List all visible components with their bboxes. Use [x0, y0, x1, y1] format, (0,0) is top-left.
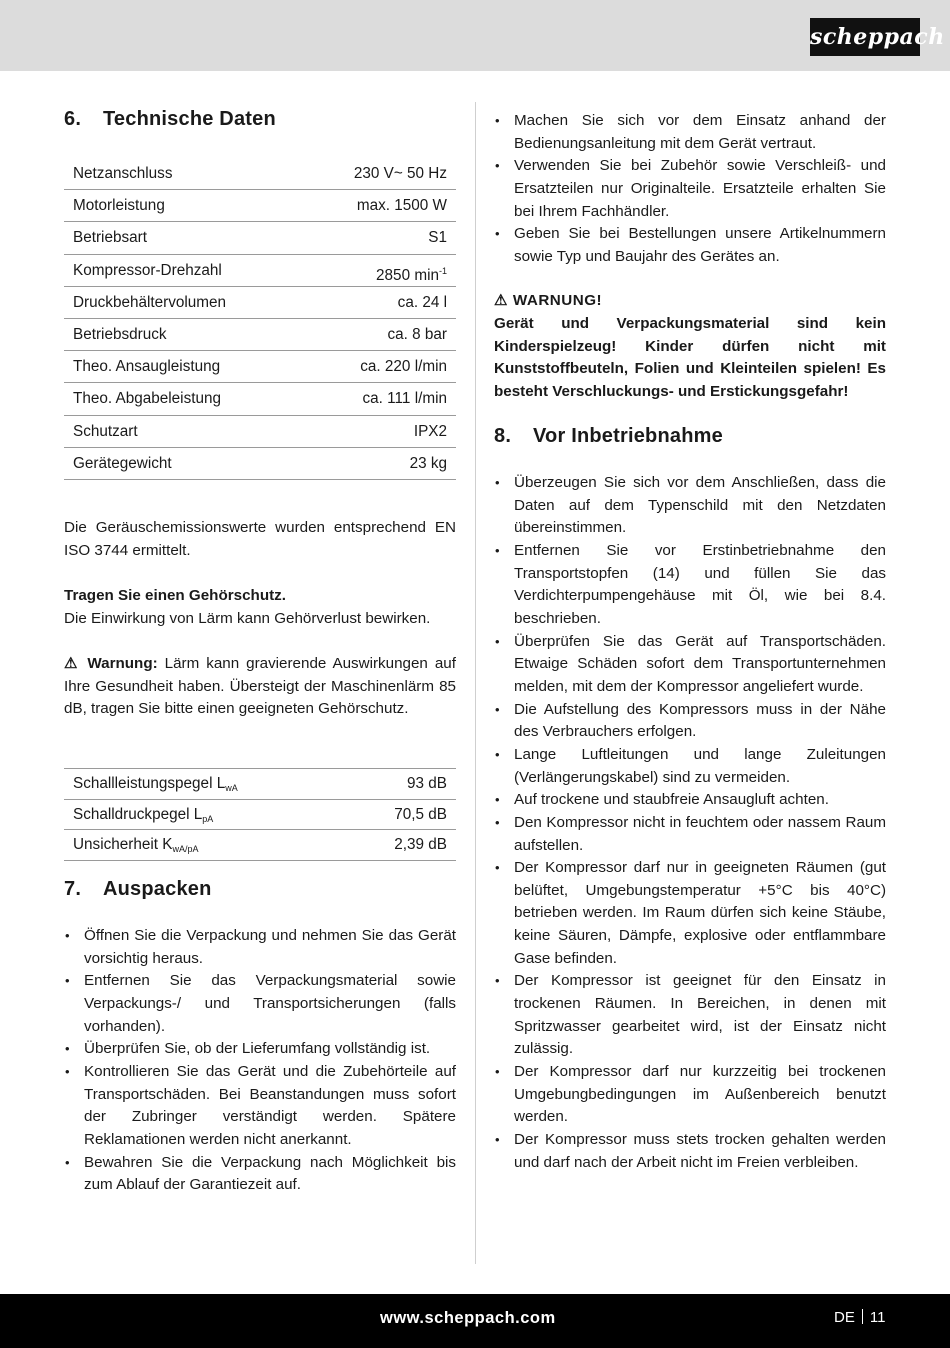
- hearing-protection-heading: Tragen Sie einen Gehörschutz.: [64, 587, 286, 604]
- noise-label: [73, 800, 213, 830]
- noise-row: [64, 769, 456, 800]
- hearing-protection-text: Die Einwirkung von Lärm kann Gehörverlust bewirken.: [64, 609, 431, 627]
- noise-label-subscript: wA/pA: [172, 844, 199, 854]
- spec-value-text: 2850 min: [376, 266, 439, 284]
- noise-value: 70,5 dB: [394, 805, 447, 823]
- section-8-heading: [494, 425, 723, 448]
- noise-value: 2,39 dB: [394, 836, 447, 853]
- header-bar: [0, 0, 950, 71]
- spec-value-text: max. 1500 W: [356, 197, 447, 215]
- before-operation-list-item: • Der Kompressor ist geeignet für den Einsatz in trockenen Räumen. In Bereichen, in denen mit Spritzwasser gearbeitet wird, ist der Einsatz nicht zulässig.: [494, 970, 886, 1061]
- spec-value-text: ca. 24 l: [397, 293, 447, 311]
- spec-value-text: IPX2: [413, 422, 447, 440]
- spec-value: [354, 158, 447, 189]
- section-7-number: 7.: [64, 878, 82, 900]
- before-operation-list-item: • Überzeugen Sie sich vor dem Anschließen, dass die Daten auf dem Typenschild mit den Netzdaten übereinstimmen.: [494, 472, 886, 540]
- unpacking-list-item: • Kontrollieren Sie das Gerät und die Zubehörteile auf Transportschäden. Bei Beanstandungen muss sofort der Zubringer verständigt werden. Spätere Reklamationen werden nicht anerkannt.: [64, 1061, 456, 1152]
- spec-row: [64, 287, 456, 319]
- noise-label-text: Schallleistungspegel L: [73, 775, 226, 792]
- intro-list-item: • Machen Sie sich vor dem Einsatz anhand der Bedienungsanleitung mit dem Gerät vertraut.: [494, 110, 886, 155]
- section-8-title: Vor Inbetriebnahme: [533, 425, 723, 447]
- hearing-protection-block: [64, 585, 456, 630]
- before-operation-list-item: • Den Kompressor nicht in feuchtem oder nassem Raum aufstellen.: [494, 812, 886, 857]
- noise-label-subscript: pA: [202, 813, 214, 824]
- spec-row: [64, 319, 456, 351]
- spec-label: Druckbehältervolumen: [73, 293, 227, 311]
- spec-value: [357, 190, 447, 221]
- spec-label: Theo. Abgabeleistung: [73, 390, 221, 408]
- noise-label-subscript: wA: [225, 783, 238, 793]
- before-operation-list-item: • Lange Luftleitungen und lange Zuleitungen (Verlängerungskabel) sind zu vermeiden.: [494, 744, 886, 789]
- spec-row: [64, 222, 456, 254]
- before-operation-list-item: • Entfernen Sie vor Erstinbetriebnahme den Transportstopfen (14) und füllen Sie das Verdichterpumpengehäuse mit Öl, wie bei 8.4. beschrieben.: [494, 540, 886, 631]
- before-operation-list: [494, 472, 886, 1174]
- before-operation-list-item: • Auf trockene und staubfreie Ansaugluft achten.: [494, 789, 886, 812]
- spec-label: Theo. Ansaugleistung: [73, 358, 221, 376]
- spec-row: [64, 383, 456, 415]
- unpacking-list-item: • Bewahren Sie die Verpackung nach Möglichkeit bis zum Ablauf der Garantiezeit auf.: [64, 1152, 456, 1197]
- before-operation-list-item: • Die Aufstellung des Kompressors muss in der Nähe des Verbrauchers erfolgen.: [494, 699, 886, 744]
- child-safety-warning: Gerät und Verpackungsmaterial sind kein Kinderspielzeug! Kinder dürfen nicht mit Kunststoffbeuteln, Folien und Kleinteilen spielen! Es besteht Verschluckungs- und Erstickungsgefahr!: [494, 315, 886, 400]
- spec-value: [376, 255, 447, 286]
- before-operation-list-item: • Der Kompressor muss stets trocken gehalten werden und darf nach der Arbeit nicht im Freien verbleiben.: [494, 1129, 886, 1174]
- spec-label: Gerätegewicht: [73, 454, 172, 472]
- noise-label: [73, 769, 238, 799]
- section-6-heading: [64, 108, 276, 131]
- section-7-title: Auspacken: [103, 878, 212, 900]
- spec-label: Kompressor-Drehzahl: [73, 261, 222, 279]
- warning-heading: [494, 290, 886, 313]
- spec-value: [360, 351, 447, 382]
- spec-row: [64, 448, 456, 480]
- technical-data-table: [64, 158, 456, 480]
- spec-label: Betriebsart: [73, 229, 147, 247]
- warning-text: Lärm kann gravierende Auswirkungen auf Ihre Gesundheit haben. Übersteigt der Maschinenlärm 85 dB, tragen Sie bitte einen geeigneten Gehörschutz.: [64, 655, 456, 718]
- spec-value-text: ca. 220 l/min: [360, 358, 447, 376]
- scheppach-logo: scheppach: [810, 18, 920, 56]
- before-operation-list-item: • Der Kompressor darf nur in geeigneten Räumen (gut belüftet, Umgebungstemperatur +5°C bis 40°C) betrieben werden. Im Raum dürfen sich keine Stäube, keine Säuren, Dämpfe, explosive oder entflammbare Gase befinden.: [494, 857, 886, 970]
- unpacking-list: [64, 925, 456, 1197]
- spec-value-text: 23 kg: [409, 454, 447, 472]
- spec-value: [363, 383, 447, 414]
- unpacking-list-item: • Öffnen Sie die Verpackung und nehmen Sie das Gerät vorsichtig heraus.: [64, 925, 456, 970]
- noise-warning: [64, 653, 456, 721]
- spec-row: [64, 255, 456, 287]
- footer-bar: [0, 1294, 950, 1348]
- spec-value-text: 230 V~ 50 Hz: [353, 165, 447, 182]
- intro-list-item: • Geben Sie bei Bestellungen unsere Artikelnummern sowie Typ und Baujahr des Gerätes an.: [494, 223, 886, 268]
- warning-label: Warnung:: [87, 655, 158, 672]
- language-code: DE: [834, 1309, 855, 1326]
- spec-value-text: S1: [428, 229, 447, 247]
- noise-row: [64, 830, 456, 861]
- unpacking-list-item: • Entfernen Sie das Verpackungsmaterial sowie Verpackungs-/ und Transportsicherungen (falls vorhanden).: [64, 970, 456, 1038]
- website-link[interactable]: www.scheppach.com: [380, 1309, 556, 1327]
- spec-value: [387, 319, 447, 350]
- intro-list-item: • Verwenden Sie bei Zubehör sowie Verschleiß- und Ersatzteilen nur Originalteile. Ersatzteile erhalten Sie bei Ihrem Fachhändler.: [494, 155, 886, 223]
- spec-row: [64, 416, 456, 448]
- spec-value: [410, 448, 447, 479]
- noise-note: Die Geräuschemissionswerte wurden entsprechend EN ISO 3744 ermittelt.: [64, 519, 456, 559]
- noise-label-text: Schalldruckpegel L: [73, 805, 203, 823]
- page-separator: [862, 1309, 863, 1324]
- before-operation-list-item: • Der Kompressor darf nur kurzzeitig bei trockenen Umgebungbedingungen im Außenbereich benutzt werden.: [494, 1061, 886, 1129]
- warning-triangle-icon: ⚠: [494, 292, 509, 309]
- noise-label-text: Unsicherheit K: [73, 836, 173, 853]
- noise-label: [73, 830, 199, 860]
- spec-label: Netzanschluss: [73, 165, 173, 182]
- spec-label: Schutzart: [73, 422, 138, 440]
- spec-value-superscript: -1: [438, 265, 447, 276]
- unpacking-list-item: • Überprüfen Sie, ob der Lieferumfang vollständig ist.: [64, 1038, 456, 1061]
- page-number-value: 11: [869, 1309, 886, 1326]
- section-8-number: 8.: [494, 425, 512, 447]
- spec-value: [398, 287, 447, 318]
- section-6-number: 6.: [64, 108, 82, 130]
- page-number: [834, 1309, 885, 1326]
- spec-label: Motorleistung: [73, 197, 165, 215]
- noise-values-table: [64, 768, 456, 861]
- section-6-title: Technische Daten: [103, 108, 276, 130]
- spec-row: [64, 351, 456, 383]
- warning-icon: ⚠: [64, 655, 81, 672]
- warning-heading-text: WARNUNG!: [512, 292, 603, 309]
- intro-list: [494, 110, 886, 269]
- spec-value-text: ca. 111 l/min: [362, 390, 447, 408]
- spec-value: [414, 416, 447, 447]
- column-divider: [475, 102, 476, 1264]
- noise-value: 93 dB: [407, 775, 447, 792]
- spec-value: [428, 222, 447, 253]
- noise-row: [64, 800, 456, 831]
- before-operation-list-item: • Überprüfen Sie das Gerät auf Transportschäden. Etwaige Schäden sofort dem Transportunternehmen melden, mit dem der Kompressor angeliefert wurde.: [494, 631, 886, 699]
- spec-value-text: ca. 8 bar: [387, 325, 447, 343]
- spec-row: [64, 158, 456, 190]
- spec-row: [64, 190, 456, 222]
- section-7-heading: [64, 878, 212, 901]
- spec-label: Betriebsdruck: [73, 325, 167, 343]
